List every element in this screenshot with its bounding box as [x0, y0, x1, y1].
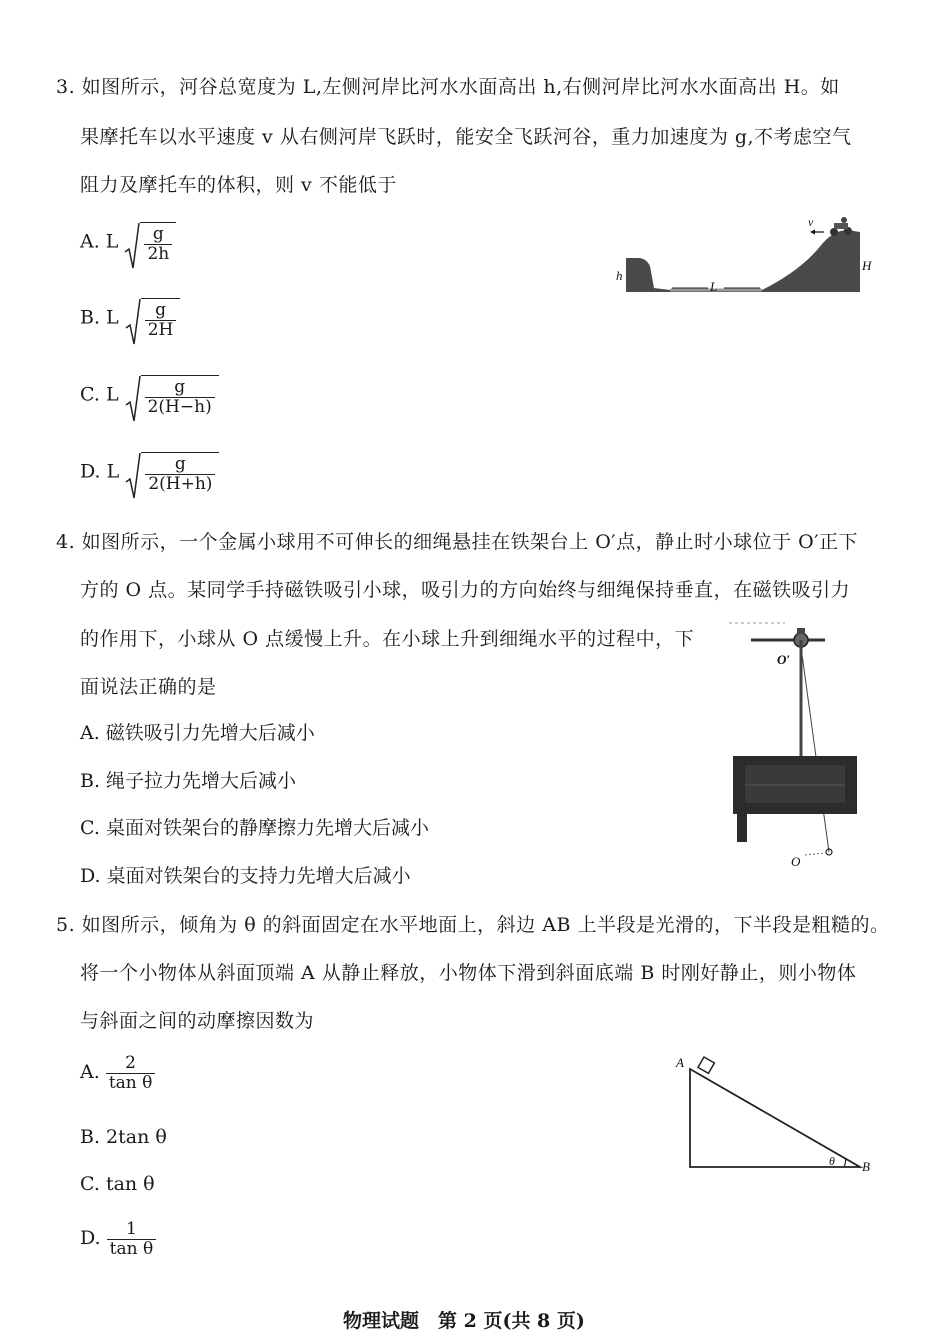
label-h: h	[616, 268, 623, 283]
sqrt-icon	[125, 375, 219, 416]
q5-option-d	[80, 1220, 156, 1258]
q3-option-c-label: C. L	[80, 383, 119, 406]
q3-a-num: g	[144, 225, 172, 245]
q5-option-a-label: A.	[80, 1061, 100, 1084]
q4-stem-line4: 面说法正确的是	[80, 676, 217, 698]
q3-d-num: g	[145, 455, 215, 475]
q4-option-c: C. 桌面对铁架台的静摩擦力先增大后减小	[80, 817, 429, 839]
label-b: B	[862, 1159, 870, 1174]
label-a: A	[676, 1055, 684, 1070]
river-valley-figure	[612, 210, 882, 300]
q5-option-b: B. 2tan θ	[80, 1126, 167, 1148]
sqrt-icon	[124, 222, 176, 263]
label-o-prime: O′	[777, 652, 791, 667]
q3-c-den: 2(H−h)	[147, 396, 212, 417]
q4-stem-line3: 的作用下，小球从 O 点缓慢上升。在小球上升到细绳水平的过程中，下	[80, 628, 695, 650]
sqrt-icon	[125, 298, 181, 339]
q5-stem-line3: 与斜面之间的动摩擦因数为	[80, 1010, 315, 1032]
q3-a-den: 2h	[147, 243, 170, 264]
q5-d-den: tan θ	[109, 1238, 154, 1259]
q5-option-a	[80, 1054, 155, 1092]
q4-option-d: D. 桌面对铁架台的支持力先增大后减小	[80, 865, 411, 887]
q3-option-c	[80, 375, 219, 416]
incline-figure	[672, 1045, 882, 1180]
q3-stem-line2: 果摩托车以水平速度 v 从右侧河岸飞跃时，能安全飞跃河谷，重力加速度为 g,不考虑空气	[80, 126, 852, 148]
q4-option-a: A. 磁铁吸引力先增大后减小	[80, 722, 315, 744]
q3-d-den: 2(H+h)	[148, 473, 213, 494]
q3-option-b	[80, 298, 180, 339]
q5-option-c: C. tan θ	[80, 1173, 155, 1195]
q3-option-d-label: D. L	[80, 460, 120, 483]
label-L: L	[710, 279, 718, 294]
sqrt-icon	[125, 452, 219, 493]
label-v: v	[808, 215, 814, 229]
q3-option-d	[80, 452, 219, 493]
block-icon	[698, 1057, 714, 1073]
q5-option-d-label: D.	[80, 1227, 101, 1250]
label-o: O	[791, 854, 801, 869]
q3-b-num: g	[145, 301, 177, 321]
q3-b-den: 2H	[147, 319, 174, 340]
q3-option-b-label: B. L	[80, 306, 119, 329]
q5-a-den: tan θ	[108, 1072, 153, 1093]
iron-stand-figure	[725, 620, 865, 875]
q3-stem-line3: 阻力及摩托车的体积，则 v 不能低于	[80, 174, 397, 196]
q5-a-num: 2	[106, 1054, 156, 1074]
label-theta: θ	[829, 1154, 835, 1168]
q3-c-num: g	[145, 378, 215, 398]
label-H: H	[862, 258, 872, 273]
q5-stem-line2: 将一个小物体从斜面顶端 A 从静止释放，小物体下滑到斜面底端 B 时刚好静止，则小物体	[80, 962, 857, 984]
q4-stem-line2: 方的 O 点。某同学手持磁铁吸引小球，吸引力的方向始终与细绳保持垂直，在磁铁吸引力	[80, 579, 851, 601]
q4-option-b: B. 绳子拉力先增大后减小	[80, 770, 297, 792]
q4-stem-line1: 4. 如图所示，一个金属小球用不可伸长的细绳悬挂在铁架台上 O′点，静止时小球位于 O′正下	[56, 531, 859, 553]
page-footer: 物理试题 第 2 页(共 8 页)	[343, 1310, 585, 1332]
q3-option-a	[80, 222, 176, 263]
q5-d-num: 1	[107, 1220, 157, 1240]
q5-stem-line1: 5. 如图所示，倾角为 θ 的斜面固定在水平地面上，斜边 AB 上半段是光滑的，下半段是粗糙的。	[56, 914, 890, 936]
q3-option-a-label: A. L	[80, 230, 119, 253]
q3-stem-line1: 3. 如图所示，河谷总宽度为 L,左侧河岸比河水水面高出 h,右侧河岸比河水水面高出 H。如	[56, 76, 840, 98]
